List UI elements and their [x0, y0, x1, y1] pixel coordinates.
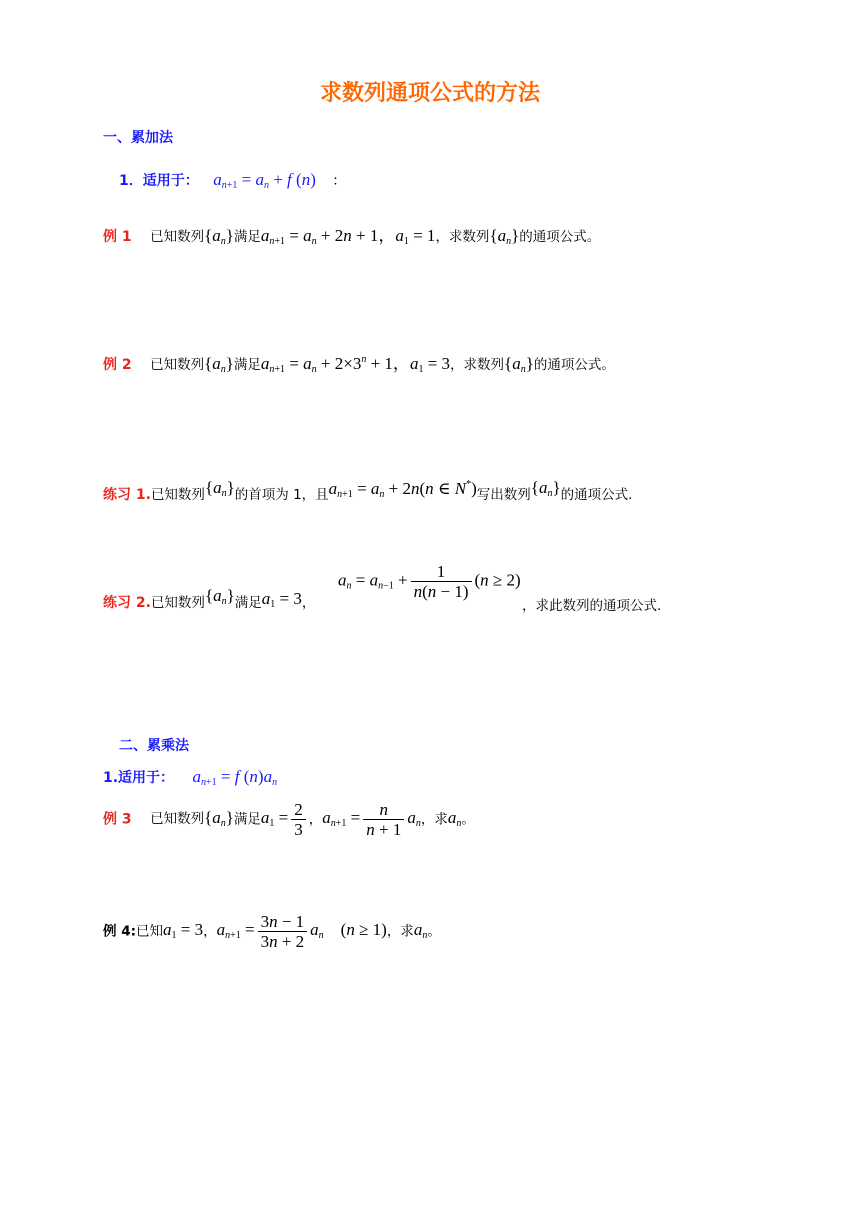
- section2-applies-line: [103, 767, 277, 793]
- exercise-2-end: ，求此数列的通项公式.: [522, 598, 662, 614]
- applies-label-2: 1.适用于：: [103, 770, 175, 786]
- exercise-2-label: 练习 2.: [103, 595, 151, 611]
- exercise-1-label: 练习 1.: [103, 487, 151, 503]
- exercise-2-start: 练习 2.已知数列$\{a_n\}$满足$a_1 = 3$，: [103, 586, 316, 611]
- example-1: 例 1 已知数列$\{a_n\}$满足$a_{n+1} = a_n + 2n + 1$，$a_1 = 1$，求数列$\{a_n\}$的通项公式。: [103, 226, 601, 247]
- section-heading-cumulative-sum: 一、累加法: [103, 130, 173, 146]
- example-3: 例 3 已知数列$\{a_n\}$满足$a_1$ = $\frac{2}{3}$ ，$a_{n+1}$ = $\frac{n}{n + 1}$ $a_n$，求$a_n$。: [103, 800, 475, 839]
- example-4: 例 4:已知$a_1 = 3$，$a_{n+1}$ = $\frac{3n - 1}{3n + 2}$ $a_n$ (n ≥ 1)，求$a_n$。: [103, 912, 441, 951]
- applies-formula-2: $a_{n+1} = f$ $(n)a_n$: [192, 767, 278, 788]
- exercise-1: 练习 1.已知数列$\{a_n\}$的首项为 1，且$a_{n+1} = a_n + 2n(n$ ∈ N*)写出数列$\{a_n\}$的通项公式.: [103, 478, 633, 503]
- applies-formula: $a_{n+1} = a_n + f$ (n): [213, 170, 316, 191]
- exercise-2-formula: $a_n = a_{n-1}$ + $\frac{1}{n(n - 1)}$ (n ≥ 2): [338, 562, 521, 601]
- example-2-label: 例 2: [103, 357, 132, 373]
- page-title: 求数列通项公式的方法: [319, 81, 540, 106]
- section1-applies-line: 1．适用于： $a_{n+1} = a_n + f$ (n) ：: [119, 170, 346, 191]
- section-heading-cumulative-product: 二、累乘法: [119, 738, 189, 754]
- example-2: 例 2 已知数列$\{a_n\}$满足$a_{n+1} = a_n + 2\times 3^n + 1$，$a_1 = 3$，求数列$\{a_n\}$的通项公式。: [103, 354, 615, 375]
- example-4-label: 例 4:: [103, 923, 136, 940]
- example-1-label: 例 1: [103, 229, 132, 245]
- example-3-label: 例 3: [103, 811, 132, 828]
- applies-label: 1．适用于：: [119, 173, 199, 189]
